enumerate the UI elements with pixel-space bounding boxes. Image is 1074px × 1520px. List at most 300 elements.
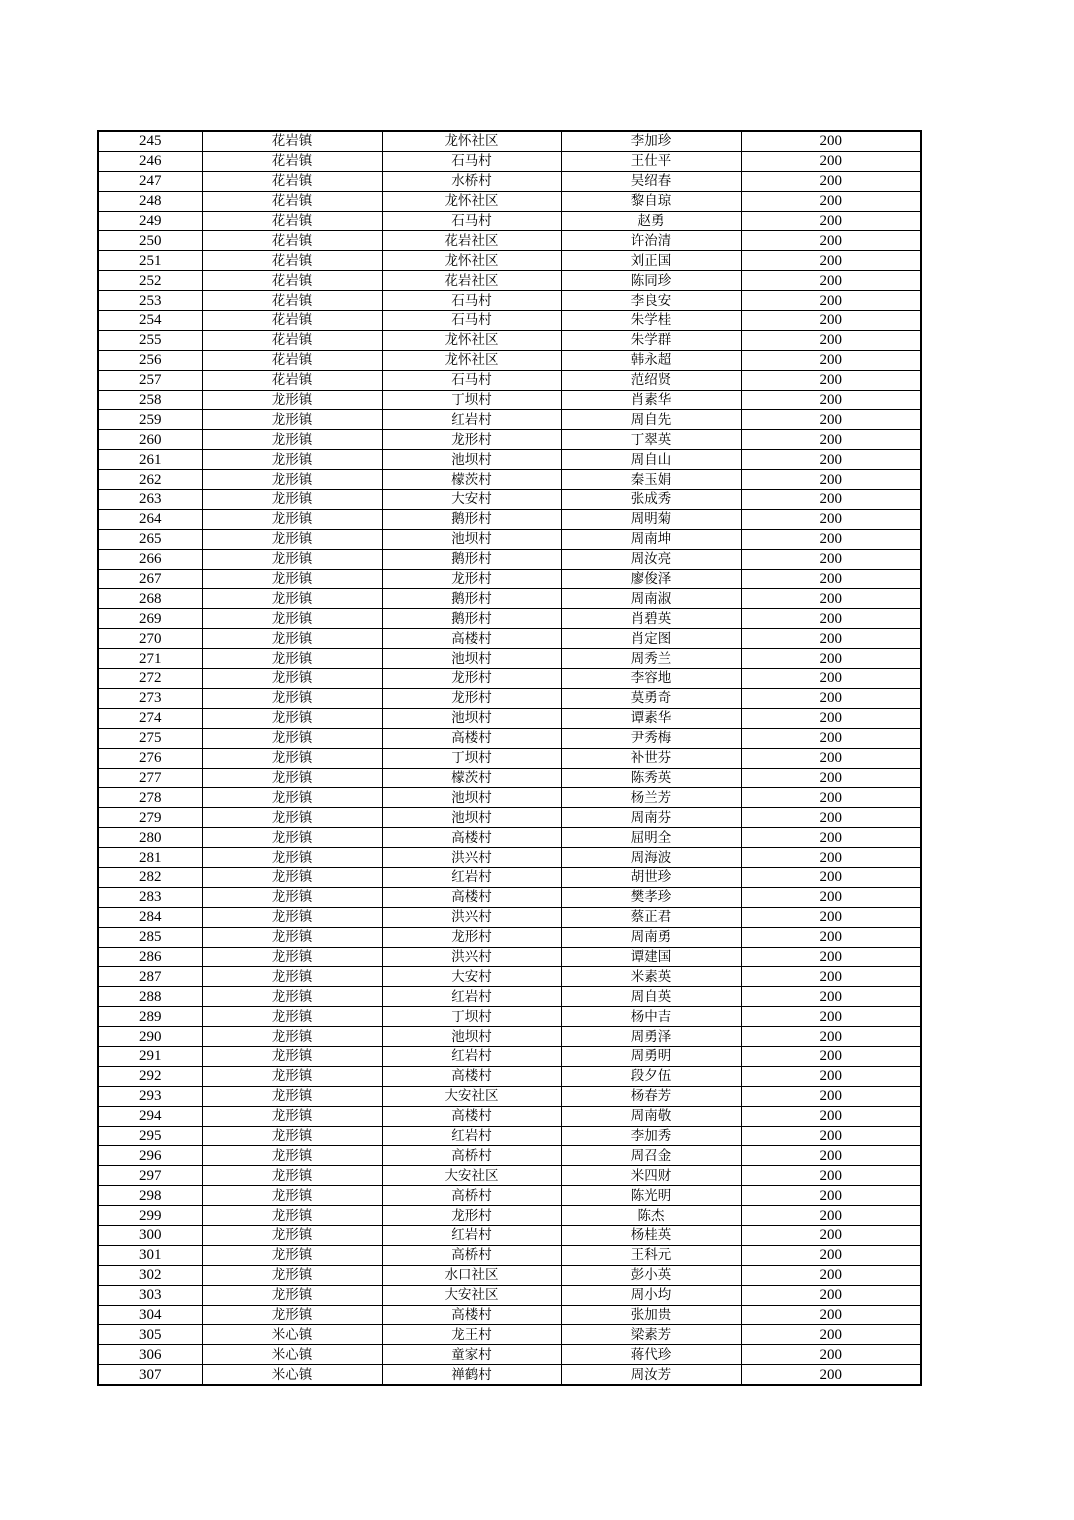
amount-cell: 200 — [741, 509, 921, 529]
row-number-cell: 272 — [98, 669, 202, 689]
row-number-cell: 250 — [98, 231, 202, 251]
amount-cell: 200 — [741, 470, 921, 490]
table-row — [98, 330, 921, 350]
village-cell: 大安社区 — [382, 1086, 561, 1106]
amount-cell: 200 — [741, 390, 921, 410]
village-cell: 池坝村 — [382, 529, 561, 549]
village-cell: 龙形村 — [382, 1206, 561, 1226]
row-number-cell: 256 — [98, 350, 202, 370]
person-name-cell: 周勇泽 — [561, 1027, 741, 1047]
amount-cell: 200 — [741, 1066, 921, 1086]
town-cell: 花岩镇 — [202, 191, 382, 211]
person-name-cell: 蔡正君 — [561, 907, 741, 927]
row-number-cell: 249 — [98, 211, 202, 231]
amount-cell: 200 — [741, 848, 921, 868]
town-cell: 龙形镇 — [202, 967, 382, 987]
person-name-cell: 周秀兰 — [561, 649, 741, 669]
table-row — [98, 509, 921, 529]
amount-cell: 200 — [741, 927, 921, 947]
row-number-cell: 266 — [98, 549, 202, 569]
amount-cell: 200 — [741, 1126, 921, 1146]
town-cell: 龙形镇 — [202, 688, 382, 708]
amount-cell: 200 — [741, 231, 921, 251]
person-name-cell: 彭小英 — [561, 1265, 741, 1285]
table-row — [98, 1186, 921, 1206]
table-row — [98, 708, 921, 728]
row-number-cell: 284 — [98, 907, 202, 927]
town-cell: 花岩镇 — [202, 291, 382, 311]
village-cell: 丁坝村 — [382, 748, 561, 768]
row-number-cell: 286 — [98, 947, 202, 967]
person-name-cell: 王科元 — [561, 1245, 741, 1265]
town-cell: 龙形镇 — [202, 788, 382, 808]
person-name-cell: 杨中吉 — [561, 1007, 741, 1027]
person-name-cell: 李加秀 — [561, 1126, 741, 1146]
row-number-cell: 297 — [98, 1166, 202, 1186]
amount-cell: 200 — [741, 828, 921, 848]
town-cell: 龙形镇 — [202, 450, 382, 470]
village-cell: 鹅形村 — [382, 589, 561, 609]
table-row — [98, 151, 921, 171]
amount-cell: 200 — [741, 1027, 921, 1047]
village-cell: 高楼村 — [382, 1106, 561, 1126]
village-cell: 大安社区 — [382, 1285, 561, 1305]
amount-cell: 200 — [741, 947, 921, 967]
village-cell: 高桥村 — [382, 1245, 561, 1265]
village-cell: 红岩村 — [382, 987, 561, 1007]
table-row — [98, 848, 921, 868]
amount-cell: 200 — [741, 609, 921, 629]
person-name-cell: 米四财 — [561, 1166, 741, 1186]
table-body — [98, 131, 921, 1385]
town-cell: 龙形镇 — [202, 728, 382, 748]
row-number-cell: 267 — [98, 569, 202, 589]
table-row — [98, 1066, 921, 1086]
village-cell: 红岩村 — [382, 867, 561, 887]
village-cell: 池坝村 — [382, 649, 561, 669]
amount-cell: 200 — [741, 529, 921, 549]
table-row — [98, 430, 921, 450]
village-cell: 洪兴村 — [382, 947, 561, 967]
person-name-cell: 周汝芳 — [561, 1365, 741, 1385]
town-cell: 龙形镇 — [202, 589, 382, 609]
town-cell: 花岩镇 — [202, 251, 382, 271]
town-cell: 花岩镇 — [202, 231, 382, 251]
person-name-cell: 谭素华 — [561, 708, 741, 728]
person-name-cell: 陈同珍 — [561, 271, 741, 291]
table-row — [98, 350, 921, 370]
town-cell: 龙形镇 — [202, 947, 382, 967]
row-number-cell: 269 — [98, 609, 202, 629]
amount-cell: 200 — [741, 907, 921, 927]
village-cell: 水口社区 — [382, 1265, 561, 1285]
person-name-cell: 周南淑 — [561, 589, 741, 609]
amount-cell: 200 — [741, 569, 921, 589]
amount-cell: 200 — [741, 330, 921, 350]
town-cell: 龙形镇 — [202, 569, 382, 589]
village-cell: 丁坝村 — [382, 390, 561, 410]
town-cell: 龙形镇 — [202, 748, 382, 768]
row-number-cell: 245 — [98, 131, 202, 151]
amount-cell: 200 — [741, 211, 921, 231]
table-row — [98, 609, 921, 629]
row-number-cell: 285 — [98, 927, 202, 947]
person-name-cell: 吴绍春 — [561, 171, 741, 191]
person-name-cell: 周勇明 — [561, 1046, 741, 1066]
row-number-cell: 306 — [98, 1345, 202, 1365]
table-row — [98, 907, 921, 927]
row-number-cell: 296 — [98, 1146, 202, 1166]
amount-cell: 200 — [741, 1245, 921, 1265]
person-name-cell: 周南芬 — [561, 808, 741, 828]
person-name-cell: 秦玉娟 — [561, 470, 741, 490]
amount-cell: 200 — [741, 1086, 921, 1106]
town-cell: 龙形镇 — [202, 1066, 382, 1086]
person-name-cell: 朱学桂 — [561, 311, 741, 331]
town-cell: 龙形镇 — [202, 470, 382, 490]
village-cell: 龙形村 — [382, 688, 561, 708]
amount-cell: 200 — [741, 768, 921, 788]
person-name-cell: 陈光明 — [561, 1186, 741, 1206]
row-number-cell: 302 — [98, 1265, 202, 1285]
table-row — [98, 887, 921, 907]
table-row — [98, 450, 921, 470]
row-number-cell: 247 — [98, 171, 202, 191]
row-number-cell: 268 — [98, 589, 202, 609]
row-number-cell: 257 — [98, 370, 202, 390]
village-cell: 洪兴村 — [382, 907, 561, 927]
town-cell: 龙形镇 — [202, 410, 382, 430]
table-row — [98, 1166, 921, 1186]
town-cell: 米心镇 — [202, 1365, 382, 1385]
amount-cell: 200 — [741, 669, 921, 689]
row-number-cell: 261 — [98, 450, 202, 470]
village-cell: 龙形村 — [382, 669, 561, 689]
amount-cell: 200 — [741, 589, 921, 609]
table-row — [98, 589, 921, 609]
row-number-cell: 300 — [98, 1225, 202, 1245]
village-cell: 池坝村 — [382, 808, 561, 828]
table-row — [98, 649, 921, 669]
village-cell: 禅鹤村 — [382, 1365, 561, 1385]
row-number-cell: 293 — [98, 1086, 202, 1106]
table-row — [98, 1245, 921, 1265]
row-number-cell: 303 — [98, 1285, 202, 1305]
table-row — [98, 1305, 921, 1325]
table-row — [98, 470, 921, 490]
town-cell: 龙形镇 — [202, 927, 382, 947]
town-cell: 龙形镇 — [202, 1285, 382, 1305]
village-cell: 水桥村 — [382, 171, 561, 191]
table-row — [98, 867, 921, 887]
village-cell: 鹅形村 — [382, 549, 561, 569]
person-name-cell: 米素英 — [561, 967, 741, 987]
amount-cell: 200 — [741, 1007, 921, 1027]
person-name-cell: 屈明全 — [561, 828, 741, 848]
amount-cell: 200 — [741, 430, 921, 450]
amount-cell: 200 — [741, 251, 921, 271]
table-row — [98, 1126, 921, 1146]
table-row — [98, 788, 921, 808]
town-cell: 花岩镇 — [202, 151, 382, 171]
village-cell: 红岩村 — [382, 1126, 561, 1146]
amount-cell: 200 — [741, 1285, 921, 1305]
table-row — [98, 1027, 921, 1047]
village-cell: 红岩村 — [382, 410, 561, 430]
table-row — [98, 171, 921, 191]
row-number-cell: 289 — [98, 1007, 202, 1027]
person-name-cell: 黎自琼 — [561, 191, 741, 211]
row-number-cell: 246 — [98, 151, 202, 171]
village-cell: 高楼村 — [382, 629, 561, 649]
person-name-cell: 张加贵 — [561, 1305, 741, 1325]
row-number-cell: 299 — [98, 1206, 202, 1226]
amount-cell: 200 — [741, 1305, 921, 1325]
town-cell: 花岩镇 — [202, 350, 382, 370]
town-cell: 龙形镇 — [202, 490, 382, 510]
table-row — [98, 967, 921, 987]
person-name-cell: 周南坤 — [561, 529, 741, 549]
town-cell: 花岩镇 — [202, 131, 382, 151]
row-number-cell: 273 — [98, 688, 202, 708]
amount-cell: 200 — [741, 410, 921, 430]
village-cell: 龙怀社区 — [382, 251, 561, 271]
table-row — [98, 1206, 921, 1226]
amount-cell: 200 — [741, 967, 921, 987]
table-row — [98, 688, 921, 708]
row-number-cell: 270 — [98, 629, 202, 649]
row-number-cell: 252 — [98, 271, 202, 291]
row-number-cell: 248 — [98, 191, 202, 211]
person-name-cell: 补世芬 — [561, 748, 741, 768]
amount-cell: 200 — [741, 1166, 921, 1186]
person-name-cell: 周自英 — [561, 987, 741, 1007]
village-cell: 龙怀社区 — [382, 350, 561, 370]
village-cell: 高楼村 — [382, 728, 561, 748]
town-cell: 龙形镇 — [202, 1186, 382, 1206]
town-cell: 龙形镇 — [202, 1007, 382, 1027]
table-row — [98, 808, 921, 828]
amount-cell: 200 — [741, 1046, 921, 1066]
row-number-cell: 282 — [98, 867, 202, 887]
amount-cell: 200 — [741, 1146, 921, 1166]
table-row — [98, 669, 921, 689]
town-cell: 龙形镇 — [202, 1265, 382, 1285]
amount-cell: 200 — [741, 1186, 921, 1206]
person-name-cell: 刘正国 — [561, 251, 741, 271]
table-row — [98, 768, 921, 788]
table-row — [98, 251, 921, 271]
row-number-cell: 281 — [98, 848, 202, 868]
table-row — [98, 1285, 921, 1305]
town-cell: 花岩镇 — [202, 330, 382, 350]
town-cell: 龙形镇 — [202, 1206, 382, 1226]
row-number-cell: 279 — [98, 808, 202, 828]
person-name-cell: 周南敬 — [561, 1106, 741, 1126]
town-cell: 龙形镇 — [202, 708, 382, 728]
amount-cell: 200 — [741, 450, 921, 470]
amount-cell: 200 — [741, 987, 921, 1007]
row-number-cell: 255 — [98, 330, 202, 350]
town-cell: 花岩镇 — [202, 271, 382, 291]
amount-cell: 200 — [741, 748, 921, 768]
person-name-cell: 周自山 — [561, 450, 741, 470]
amount-cell: 200 — [741, 1345, 921, 1365]
town-cell: 花岩镇 — [202, 171, 382, 191]
town-cell: 龙形镇 — [202, 907, 382, 927]
village-cell: 石马村 — [382, 311, 561, 331]
amount-cell: 200 — [741, 788, 921, 808]
person-name-cell: 李良安 — [561, 291, 741, 311]
amount-cell: 200 — [741, 131, 921, 151]
amount-cell: 200 — [741, 1225, 921, 1245]
table-row — [98, 390, 921, 410]
town-cell: 米心镇 — [202, 1345, 382, 1365]
row-number-cell: 301 — [98, 1245, 202, 1265]
town-cell: 龙形镇 — [202, 390, 382, 410]
town-cell: 龙形镇 — [202, 1146, 382, 1166]
table-row — [98, 1325, 921, 1345]
person-name-cell: 李加珍 — [561, 131, 741, 151]
town-cell: 龙形镇 — [202, 1086, 382, 1106]
person-name-cell: 胡世珍 — [561, 867, 741, 887]
town-cell: 花岩镇 — [202, 370, 382, 390]
table-row — [98, 629, 921, 649]
row-number-cell: 275 — [98, 728, 202, 748]
town-cell: 龙形镇 — [202, 1166, 382, 1186]
person-name-cell: 周海波 — [561, 848, 741, 868]
row-number-cell: 276 — [98, 748, 202, 768]
person-name-cell: 陈杰 — [561, 1206, 741, 1226]
person-name-cell: 范绍贤 — [561, 370, 741, 390]
village-cell: 檬茨村 — [382, 470, 561, 490]
village-cell: 龙王村 — [382, 1325, 561, 1345]
village-cell: 洪兴村 — [382, 848, 561, 868]
row-number-cell: 253 — [98, 291, 202, 311]
person-name-cell: 韩永超 — [561, 350, 741, 370]
row-number-cell: 271 — [98, 649, 202, 669]
table-row — [98, 828, 921, 848]
amount-cell: 200 — [741, 151, 921, 171]
table-row — [98, 271, 921, 291]
village-cell: 高桥村 — [382, 1146, 561, 1166]
town-cell: 花岩镇 — [202, 211, 382, 231]
table-row — [98, 927, 921, 947]
person-name-cell: 李容地 — [561, 669, 741, 689]
amount-cell: 200 — [741, 171, 921, 191]
amount-cell: 200 — [741, 688, 921, 708]
table-row — [98, 1225, 921, 1245]
row-number-cell: 298 — [98, 1186, 202, 1206]
row-number-cell: 265 — [98, 529, 202, 549]
town-cell: 龙形镇 — [202, 649, 382, 669]
amount-cell: 200 — [741, 350, 921, 370]
village-cell: 龙怀社区 — [382, 131, 561, 151]
row-number-cell: 280 — [98, 828, 202, 848]
person-name-cell: 梁素芳 — [561, 1325, 741, 1345]
town-cell: 龙形镇 — [202, 987, 382, 1007]
amount-cell: 200 — [741, 490, 921, 510]
row-number-cell: 277 — [98, 768, 202, 788]
row-number-cell: 290 — [98, 1027, 202, 1047]
person-name-cell: 周南勇 — [561, 927, 741, 947]
person-name-cell: 樊孝珍 — [561, 887, 741, 907]
row-number-cell: 291 — [98, 1046, 202, 1066]
amount-cell: 200 — [741, 728, 921, 748]
table-row — [98, 569, 921, 589]
table-row — [98, 490, 921, 510]
town-cell: 龙形镇 — [202, 1126, 382, 1146]
row-number-cell: 251 — [98, 251, 202, 271]
person-name-cell: 周明菊 — [561, 509, 741, 529]
person-name-cell: 廖俊泽 — [561, 569, 741, 589]
village-cell: 池坝村 — [382, 788, 561, 808]
person-name-cell: 段夕伍 — [561, 1066, 741, 1086]
person-name-cell: 肖定图 — [561, 629, 741, 649]
town-cell: 龙形镇 — [202, 509, 382, 529]
town-cell: 龙形镇 — [202, 1106, 382, 1126]
table-row — [98, 987, 921, 1007]
table-row — [98, 1345, 921, 1365]
town-cell: 龙形镇 — [202, 549, 382, 569]
town-cell: 龙形镇 — [202, 1245, 382, 1265]
village-cell: 鹅形村 — [382, 609, 561, 629]
table-row — [98, 1265, 921, 1285]
amount-cell: 200 — [741, 271, 921, 291]
town-cell: 花岩镇 — [202, 311, 382, 331]
table-row — [98, 410, 921, 430]
amount-cell: 200 — [741, 1365, 921, 1385]
person-name-cell: 周汝亮 — [561, 549, 741, 569]
amount-cell: 200 — [741, 1265, 921, 1285]
person-name-cell: 肖素华 — [561, 390, 741, 410]
row-number-cell: 287 — [98, 967, 202, 987]
table-row — [98, 1086, 921, 1106]
table-row — [98, 291, 921, 311]
village-cell: 高楼村 — [382, 1066, 561, 1086]
row-number-cell: 254 — [98, 311, 202, 331]
amount-cell: 200 — [741, 649, 921, 669]
town-cell: 龙形镇 — [202, 828, 382, 848]
amount-cell: 200 — [741, 867, 921, 887]
person-name-cell: 赵勇 — [561, 211, 741, 231]
person-name-cell: 蒋代珍 — [561, 1345, 741, 1365]
village-cell: 石马村 — [382, 211, 561, 231]
village-cell: 大安村 — [382, 490, 561, 510]
town-cell: 龙形镇 — [202, 867, 382, 887]
amount-cell: 200 — [741, 311, 921, 331]
person-name-cell: 许治清 — [561, 231, 741, 251]
town-cell: 龙形镇 — [202, 848, 382, 868]
row-number-cell: 304 — [98, 1305, 202, 1325]
table-row — [98, 549, 921, 569]
village-cell: 红岩村 — [382, 1046, 561, 1066]
row-number-cell: 274 — [98, 708, 202, 728]
amount-cell: 200 — [741, 549, 921, 569]
amount-cell: 200 — [741, 887, 921, 907]
person-name-cell: 周召金 — [561, 1146, 741, 1166]
amount-cell: 200 — [741, 370, 921, 390]
town-cell: 龙形镇 — [202, 887, 382, 907]
person-name-cell: 陈秀英 — [561, 768, 741, 788]
amount-cell: 200 — [741, 1325, 921, 1345]
table-row — [98, 211, 921, 231]
village-cell: 龙形村 — [382, 569, 561, 589]
table-row — [98, 1365, 921, 1385]
town-cell: 龙形镇 — [202, 1225, 382, 1245]
row-number-cell: 294 — [98, 1106, 202, 1126]
amount-cell: 200 — [741, 629, 921, 649]
